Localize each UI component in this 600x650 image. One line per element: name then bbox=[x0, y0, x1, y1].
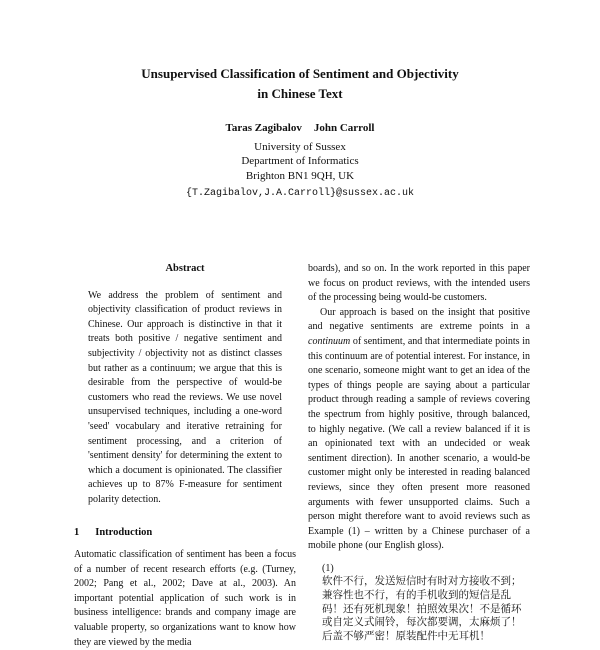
author-names bbox=[60, 121, 540, 136]
title-line-1: Unsupervised Classification of Sentiment and Objectivity bbox=[141, 66, 459, 81]
abstract-body: We address the problem of sentiment and objectivity classification of product reviews in Chinese. Our approach is distinctive in that it treats both positive / negative sentiment and subjectivity / objectivity not as distinct classes but rather as a continuum; we argue that this is desirable from the perspective of would-be customers who read the reviews. We use novel unsupervised techniques, including a one-word 'seed' vocabulary and iterative retraining for sentiment processing, and a criterion of 'sentiment density' for determining the extent to which a document is opinionated. The classifier achieves up to 87% F-measure for sentiment polarity detection. bbox=[88, 289, 282, 505]
para2-emphasis: continuum bbox=[308, 335, 351, 347]
title-line-2: in Chinese Text bbox=[257, 86, 343, 101]
right-paragraph-2 bbox=[308, 306, 530, 554]
affiliation: University of Sussex bbox=[254, 140, 346, 153]
author-2: John Carroll bbox=[313, 122, 375, 134]
right-column bbox=[308, 262, 530, 643]
para2-part-a: Our approach is based on the insight that positive and negative sentiments are extreme points in a bbox=[308, 306, 530, 333]
intro-paragraph: Automatic classification of sentiment has been a focus of a number of recent research efforts (e.g. (Turney, 2002; Pang et al., 2002; Dave at al., 2003). An important potential application of such work is in business intelligence: brands and company image are valuable property, so organizations want to know how they are viewed by the media bbox=[74, 549, 296, 648]
para2-part-b: of sentiment, and that intermediate points in this continuum are of potential interest. For instance, in one scenario, someone might want to get an idea of the types of things people are saying about a particular product through reading a sample of reviews covering the spectrum from highly positive, through balanced, to highly negative. (We call a review balanced if it is an opinionated text with an undecided or weak sentiment direction). In another scenario, a would-be customer might only be interested in reading balanced reviews, since they often present more reasoned arguments with fewer unsupported claims. Such a person might therefore want to avoid reviews such as Example (1) – written by a Chinese purchaser of a mobile phone (our English gloss). bbox=[308, 335, 530, 552]
abstract-heading: Abstract bbox=[165, 263, 205, 274]
section-heading-introduction bbox=[74, 526, 296, 541]
author-1: Taras Zagibalov bbox=[225, 122, 302, 134]
department: Department of Informatics bbox=[241, 155, 359, 167]
author-block bbox=[60, 121, 540, 202]
paper-title bbox=[60, 64, 540, 104]
left-column bbox=[74, 262, 296, 650]
example-number: (1) bbox=[322, 562, 334, 574]
right-paragraph-1: boards), and so on. In the work reported in this paper we focus on product reviews, with the intended users of the processing being would-be customers. bbox=[308, 263, 530, 304]
address: Brighton BN1 9QH, UK bbox=[245, 169, 355, 182]
example-1 bbox=[308, 562, 530, 644]
section-title: Introduction bbox=[95, 526, 153, 538]
author-email: {T.Zagibalov,J.A.Carroll}@sussex.ac.uk bbox=[185, 188, 415, 199]
example-chinese-text: 软件不行，发送短信时有时对方接收不到；兼容性也不行，有的手机收到的短信是乱码！还有死机现象！拍照效果次！不是循环或自定义式闹铃，每次都要调，太麻烦了！后盖不够严密！原装配件中无耳机！ bbox=[322, 575, 522, 642]
section-number: 1 bbox=[74, 526, 80, 538]
